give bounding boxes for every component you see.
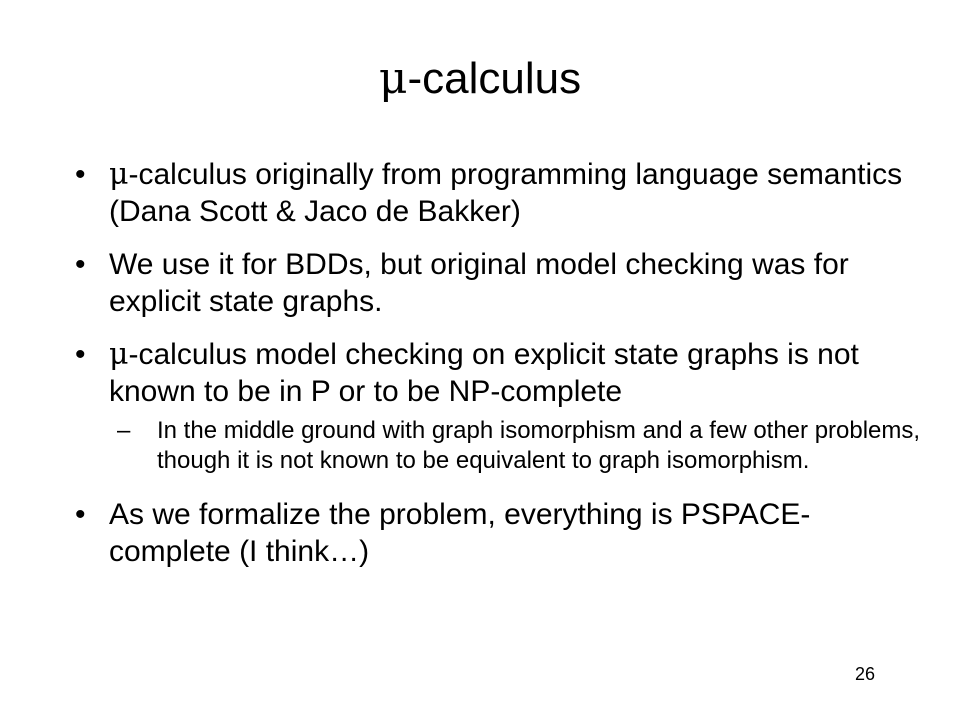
bullet-marker: • xyxy=(75,338,86,371)
sub-bullet-marker: – xyxy=(117,417,131,444)
page-number: 26 xyxy=(855,664,876,684)
bullet-item-pspace xyxy=(75,496,905,570)
slide-title xyxy=(0,52,960,106)
bullet-marker: • xyxy=(75,498,86,531)
bullet-text: -calculus model checking on explicit state graphs is not known to be in P or to be NP-complete xyxy=(109,338,859,408)
bullet-item-complexity xyxy=(75,336,905,410)
mu-symbol: μ xyxy=(109,157,129,192)
sub-bullet-text: In the middle ground with graph isomorphism and a few other problems, though it is not known to be equivalent to graph isomorphism. xyxy=(157,417,921,474)
bullet-text: As we formalize the problem, everything is PSPACE-complete (I think…) xyxy=(109,498,811,568)
sub-bullet-item-graph-isomorphism xyxy=(117,416,947,476)
bullet-list xyxy=(75,156,921,586)
mu-symbol: μ xyxy=(109,337,129,372)
bullet-item-mu-origin xyxy=(75,156,905,230)
title-text: -calculus xyxy=(407,54,582,103)
bullet-item-bdds xyxy=(75,246,905,320)
bullet-text: -calculus originally from programming language semantics (Dana Scott & Jaco de Bakker) xyxy=(109,158,903,228)
bullet-marker: • xyxy=(75,158,86,191)
bullet-text: We use it for BDDs, but original model checking was for explicit state graphs. xyxy=(109,248,849,318)
mu-symbol: μ xyxy=(378,53,408,104)
bullet-marker: • xyxy=(75,248,86,281)
